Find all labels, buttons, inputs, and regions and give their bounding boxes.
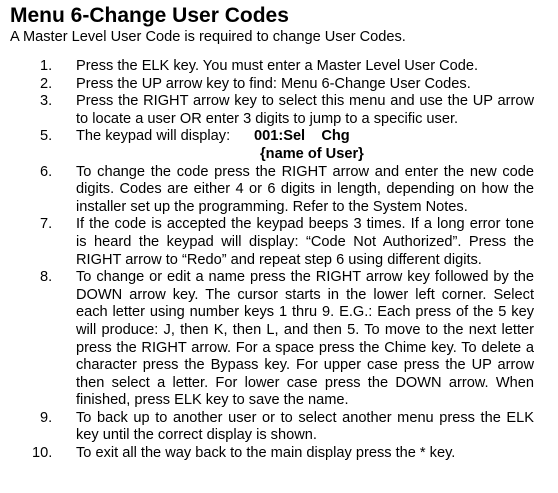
page-title: Menu 6-Change User Codes bbox=[10, 4, 289, 27]
step-text: Press the RIGHT arrow key to select this menu and use the UP arrow to locate a user OR enter 3 digits to jump to a specific user. bbox=[76, 93, 534, 127]
document-page bbox=[10, 4, 550, 463]
step-text: Press the ELK key. You must enter a Master Level User Code. bbox=[76, 58, 479, 74]
steps-list bbox=[32, 58, 534, 463]
step-text: The keypad will display: bbox=[76, 128, 231, 145]
step-number: 3. bbox=[40, 93, 53, 110]
step-2 bbox=[40, 76, 534, 94]
keypad-display-line-1: 001:Sel Chg bbox=[254, 128, 350, 145]
step-5 bbox=[40, 128, 534, 163]
step-1 bbox=[40, 58, 534, 76]
step-text: To exit all the way back to the main display press the * key. bbox=[76, 445, 456, 462]
step-text: If the code is accepted the keypad beeps 3 times. If a long error tone is heard the keypad will display: “Code Not Authorized”. Press the RIGHT arrow to “Redo” and repeat step 6 using different digits. bbox=[76, 216, 534, 268]
step-number: 2. bbox=[40, 75, 53, 92]
intro-text: A Master Level User Code is required to change User Codes. bbox=[10, 29, 406, 45]
step-7 bbox=[40, 216, 534, 269]
step-text: To back up to another user or to select another menu press the ELK key until the correct display is shown. bbox=[76, 409, 534, 444]
step-number: 5. bbox=[40, 128, 53, 145]
step-text: To change the code press the RIGHT arrow and enter the new code digits. Codes are either 4 or 6 digits in length, depending on how the installer set up the programming. Refer to the System Notes. bbox=[76, 163, 534, 215]
step-text: To change or edit a name press the RIGHT arrow key followed by the DOWN arrow key. The cursor starts in the lower left corner. Select each letter using number keys 1 thru 9. E.G.: Each press of the 5 key will produce: J, then K, then L, and then 5. To move to the next letter press the RIGHT arrow. For a space press the Chime key. To delete a character press the Bypass key. For upper case press the UP arrow then select a letter. For lower case press the DOWN arrow. When finished, press ELK key to save the name. bbox=[76, 269, 534, 409]
step-number: 9. bbox=[40, 409, 53, 426]
step-number: 7. bbox=[40, 216, 53, 233]
keypad-display-line-2: {name of User} bbox=[260, 145, 364, 162]
step-3 bbox=[40, 93, 534, 128]
step-6 bbox=[40, 164, 534, 217]
step-number: 1. bbox=[40, 58, 53, 74]
step-10 bbox=[32, 445, 534, 463]
keypad-display-row bbox=[76, 128, 534, 146]
step-number: 10. bbox=[32, 445, 53, 462]
step-number: 8. bbox=[40, 269, 53, 286]
step-text: Press the UP arrow key to find: Menu 6-Change User Codes. bbox=[76, 75, 471, 92]
step-number: 6. bbox=[40, 163, 53, 180]
step-8 bbox=[40, 269, 534, 410]
step-9 bbox=[40, 410, 534, 445]
